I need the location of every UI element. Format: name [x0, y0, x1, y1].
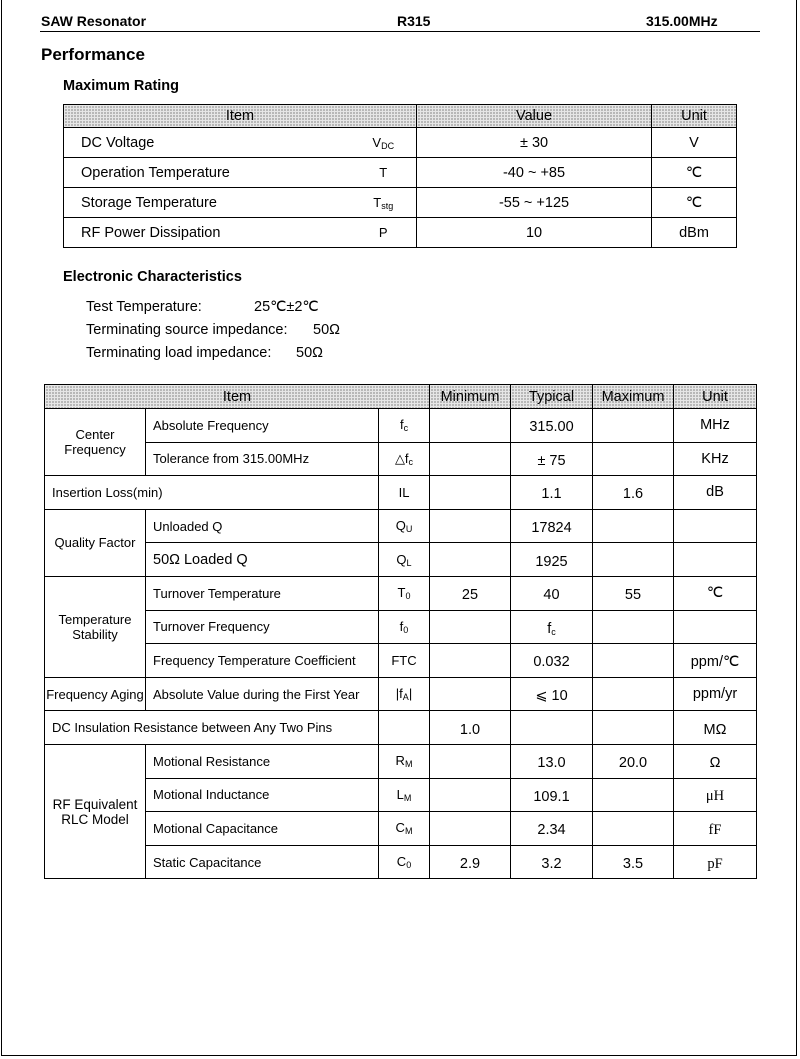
table-row — [45, 644, 757, 678]
row-name: RF Power Dissipation — [64, 218, 351, 248]
value-max: 1.6 — [593, 476, 674, 510]
param-name: Static Capacitance — [146, 845, 379, 879]
value-unit: dB — [674, 476, 757, 510]
value-min — [430, 442, 511, 476]
table-row — [64, 218, 737, 248]
value-max — [593, 610, 674, 644]
group-temperature-stability: Temperature Stability — [45, 576, 146, 677]
condition-test-temperature — [86, 299, 319, 315]
header-item: Item — [64, 105, 417, 128]
table-row — [45, 711, 757, 745]
header-rule — [40, 31, 760, 32]
param-name: 50Ω Loaded Q — [146, 543, 379, 577]
table-row — [45, 476, 757, 510]
table-row — [45, 409, 757, 443]
param-symbol: $|f_A|$ — [379, 677, 430, 711]
value-max — [593, 543, 674, 577]
value-min — [430, 677, 511, 711]
param-name: Tolerance from 315.00MHz — [146, 442, 379, 476]
param-symbol: $\triangle f_c$ — [379, 442, 430, 476]
row-name: Operation Temperature — [64, 158, 351, 188]
param-symbol — [379, 711, 430, 745]
value-typ: 1925 — [511, 543, 593, 577]
value-typ: 1.1 — [511, 476, 593, 510]
value-unit: fF — [674, 812, 757, 846]
value-min — [430, 744, 511, 778]
value-min — [430, 644, 511, 678]
value-typ: 17824 — [511, 509, 593, 543]
param-name: DC Insulation Resistance between Any Two Pins — [45, 711, 379, 745]
row-unit: dBm — [652, 218, 737, 248]
value-min: 25 — [430, 576, 511, 610]
value-max: 3.5 — [593, 845, 674, 879]
value-unit: MΩ — [674, 711, 757, 745]
value-unit: μH — [674, 778, 757, 812]
param-symbol: FTC — [379, 644, 430, 678]
condition-value: 25℃±2℃ — [254, 299, 319, 315]
value-unit: ℃ — [674, 576, 757, 610]
param-name: Motional Resistance — [146, 744, 379, 778]
param-name: Motional Capacitance — [146, 812, 379, 846]
value-min — [430, 509, 511, 543]
table-row — [45, 744, 757, 778]
param-name: Motional Inductance — [146, 778, 379, 812]
header-minimum: Minimum — [430, 385, 511, 409]
table-row — [45, 442, 757, 476]
condition-label: Terminating source impedance: — [86, 322, 288, 338]
value-unit: pF — [674, 845, 757, 879]
value-unit — [674, 610, 757, 644]
value-min — [430, 476, 511, 510]
value-max — [593, 778, 674, 812]
value-min — [430, 610, 511, 644]
param-symbol: $C_M$ — [379, 812, 430, 846]
condition-label: Terminating load impedance: — [86, 345, 272, 361]
condition-value: 50Ω — [313, 322, 340, 338]
group-frequency-aging: Frequency Aging — [45, 677, 146, 711]
value-unit — [674, 543, 757, 577]
value-typ: ⩽ 10 — [511, 677, 593, 711]
row-symbol: $V_{DC}$ — [351, 128, 417, 158]
param-symbol: $L_M$ — [379, 778, 430, 812]
param-symbol: $f_c$ — [379, 409, 430, 443]
group-rlc-model: RF Equivalent RLC Model — [45, 744, 146, 878]
table-row — [45, 812, 757, 846]
param-symbol: $R_M$ — [379, 744, 430, 778]
row-name: DC Voltage — [64, 128, 351, 158]
table-header-row — [45, 385, 757, 409]
value-min: 2.9 — [430, 845, 511, 879]
value-unit: KHz — [674, 442, 757, 476]
value-typ: 13.0 — [511, 744, 593, 778]
group-center-frequency: Center Frequency — [45, 409, 146, 476]
value-max — [593, 812, 674, 846]
table-row — [45, 576, 757, 610]
param-symbol: $f_0$ — [379, 610, 430, 644]
param-name: Absolute Frequency — [146, 409, 379, 443]
value-max — [593, 509, 674, 543]
row-unit: ℃ — [652, 158, 737, 188]
header-value: Value — [417, 105, 652, 128]
value-typ: 0.032 — [511, 644, 593, 678]
param-name: Insertion Loss(min) — [45, 476, 379, 510]
value-max: 20.0 — [593, 744, 674, 778]
max-rating-table — [63, 104, 737, 248]
value-typ: 2.34 — [511, 812, 593, 846]
header-typical: Typical — [511, 385, 593, 409]
row-value: 10 — [417, 218, 652, 248]
header-unit: Unit — [652, 105, 737, 128]
value-unit: ppm/℃ — [674, 644, 757, 678]
condition-source-impedance — [86, 322, 340, 338]
table-row — [45, 845, 757, 879]
param-name: Turnover Temperature — [146, 576, 379, 610]
row-unit: ℃ — [652, 188, 737, 218]
table-row — [45, 677, 757, 711]
param-symbol: $C_0$ — [379, 845, 430, 879]
value-unit: Ω — [674, 744, 757, 778]
row-value: -40 ~ +85 — [417, 158, 652, 188]
param-name: Unloaded Q — [146, 509, 379, 543]
value-min — [430, 543, 511, 577]
value-min — [430, 778, 511, 812]
value-unit — [674, 509, 757, 543]
row-value: ± 30 — [417, 128, 652, 158]
param-name: Absolute Value during the First Year — [146, 677, 379, 711]
row-value: -55 ~ +125 — [417, 188, 652, 218]
value-max — [593, 677, 674, 711]
value-typ: 40 — [511, 576, 593, 610]
table-row — [64, 128, 737, 158]
value-typ: ± 75 — [511, 442, 593, 476]
row-symbol: P — [351, 218, 417, 248]
row-symbol: $T_{stg}$ — [351, 188, 417, 218]
param-symbol: IL — [379, 476, 430, 510]
param-name: Frequency Temperature Coefficient — [146, 644, 379, 678]
table-row — [45, 509, 757, 543]
header-maximum: Maximum — [593, 385, 674, 409]
electronic-title: Electronic Characteristics — [63, 269, 242, 285]
param-name: Turnover Frequency — [146, 610, 379, 644]
condition-load-impedance — [86, 345, 323, 361]
value-max: 55 — [593, 576, 674, 610]
param-symbol: $Q_L$ — [379, 543, 430, 577]
row-symbol: T — [351, 158, 417, 188]
value-typ: 3.2 — [511, 845, 593, 879]
condition-label: Test Temperature: — [86, 299, 202, 315]
table-row — [45, 610, 757, 644]
section-title: Performance — [41, 45, 145, 64]
value-typ: $f_c$ — [511, 610, 593, 644]
param-symbol: $T_0$ — [379, 576, 430, 610]
value-max — [593, 409, 674, 443]
value-min — [430, 812, 511, 846]
value-typ: 109.1 — [511, 778, 593, 812]
value-unit: ppm/yr — [674, 677, 757, 711]
header-product-type: SAW Resonator — [41, 13, 147, 29]
value-min: 1.0 — [430, 711, 511, 745]
table-row — [64, 188, 737, 218]
value-typ — [511, 711, 593, 745]
table-row — [45, 778, 757, 812]
condition-value: 50Ω — [296, 345, 323, 361]
table-header-row — [64, 105, 737, 128]
max-rating-title: Maximum Rating — [63, 78, 180, 94]
value-max — [593, 644, 674, 678]
header-frequency: 315.00MHz — [646, 13, 718, 29]
value-min — [430, 409, 511, 443]
param-symbol: $Q_U$ — [379, 509, 430, 543]
header-model: R315 — [397, 13, 431, 29]
value-unit: MHz — [674, 409, 757, 443]
header-item: Item — [45, 385, 430, 409]
value-max — [593, 442, 674, 476]
row-unit: V — [652, 128, 737, 158]
value-max — [593, 711, 674, 745]
row-name: Storage Temperature — [64, 188, 351, 218]
group-quality-factor: Quality Factor — [45, 509, 146, 576]
value-typ: 315.00 — [511, 409, 593, 443]
table-row — [45, 543, 757, 577]
header-unit: Unit — [674, 385, 757, 409]
table-row — [64, 158, 737, 188]
electronic-characteristics-table — [44, 384, 757, 879]
